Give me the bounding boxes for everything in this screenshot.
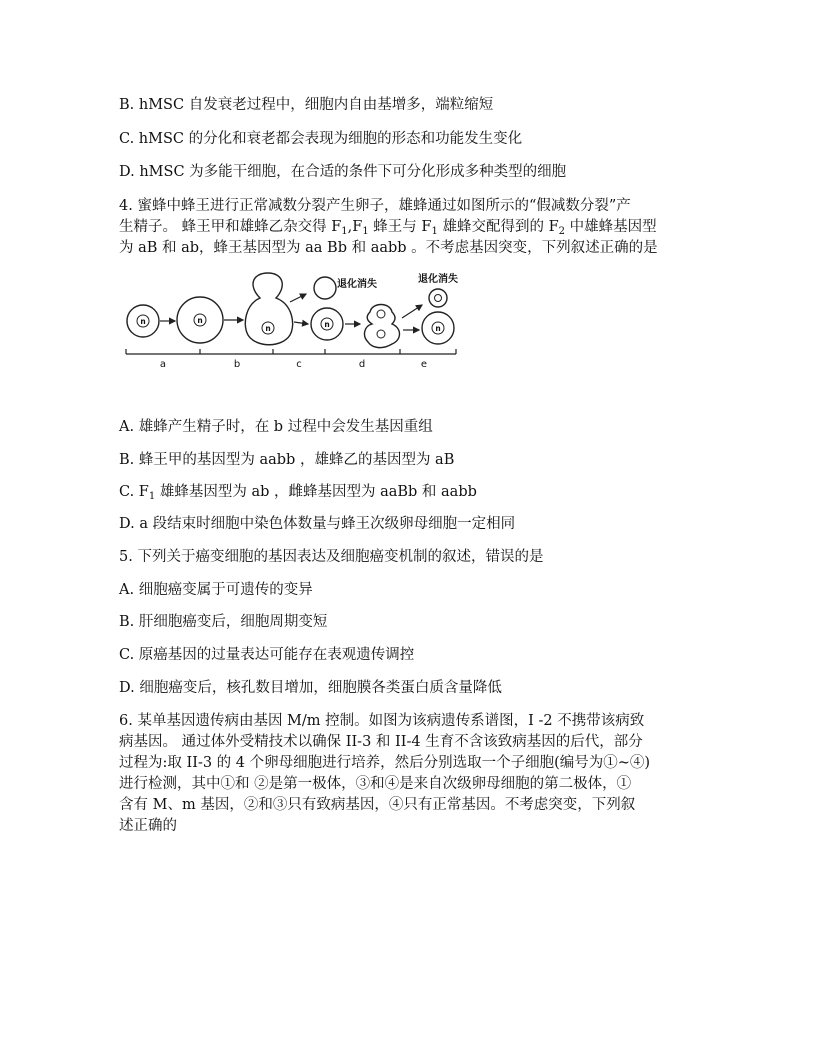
nucleus-label: n [324,320,330,329]
question-6-line-1: 6. 某单基因遗传病由基因 M/m 控制。如图为该病遗传系谱图，I -2 不携带该病致 [119,713,645,729]
q4-text: 中雄蜂基因型 [565,219,657,235]
degenerate-label-1: 退化消失 [337,279,377,290]
degenerating-cytoplasm-1 [314,277,336,299]
q4-text: 雄蜂交配得到的 F [437,219,559,235]
q4-c-subscript: 1 [148,491,156,502]
nucleus-label: n [197,316,203,325]
arrow-3b [294,322,308,324]
q4-option-a: A. 雄蜂产生精子时，在 b 过程中会发生基因重组 [119,419,433,435]
line-option-b: B. hMSC 自发衰老过程中，细胞内自由基增多，端粒缩短 [119,97,494,113]
arrow-5a [402,305,422,318]
pseudo-meiosis-diagram [120,268,480,378]
q4-subscript: 2 [558,226,566,237]
q4-subscript: 1 [341,226,348,237]
question-4-line-3: 为 aB 和 ab，蜂王基因型为 aa Bb 和 aabb 。不考虑基因突变，下列叙述正确的是 [119,240,658,256]
degenerate-label-2: 退化消失 [418,274,458,285]
q5-option-c: C. 原癌基因的过量表达可能存在表观遗传调控 [119,647,415,663]
q4-text: 蜂王与 F [368,219,432,235]
q4-subscript: 1 [431,226,438,237]
question-6-line-3: 过程为:取 II-3 的 4 个卵母细胞进行培养，然后分别选取一个子细胞(编号为①~④) [119,755,651,771]
stage-label-d: d [358,359,366,370]
degenerating-nucleus-2 [435,295,442,302]
q4-subscript: 1 [362,226,369,237]
q4-option-b: B. 蜂王甲的基因型为 aabb ，雄蜂乙的基因型为 aB [119,452,455,468]
question-6-line-4: 进行检测，其中①和 ②是第一极体，③和④是来自次级卵母细胞的第二极体，① [119,776,632,792]
nucleus-5a [377,310,385,318]
q4-text: 生精子。 蜂王甲和雄蜂乙杂交得 F [119,219,342,235]
q4-option-c [119,481,477,503]
line-option-d: D. hMSC 为多能干细胞，在合适的条件下可分化形成多种类型的细胞 [119,164,567,180]
stage-label-e: e [420,359,428,370]
cell-5-dividing [365,305,400,348]
question-4-line-2 [119,216,657,238]
question-4-line-1: 4. 蜜蜂中蜂王进行正常减数分裂产生卵子，雄蜂通过如图所示的“假减数分裂”产 [119,198,631,214]
q4-c-text: C. F [119,484,149,500]
line-option-c: C. hMSC 的分化和衰老都会表现为细胞的形态和功能发生变化 [119,131,523,147]
q5-option-d: D. 细胞癌变后，核孔数目增加，细胞膜各类蛋白质含量降低 [119,680,502,696]
q4-c-text: 雄蜂基因型为 ab ，雌蜂基因型为 aaBb 和 aabb [155,484,477,500]
arrow-3a [290,294,306,302]
nucleus-label: n [435,324,441,333]
stage-label-b: b [233,359,241,370]
question-6-line-6: 述正确的 [119,818,177,834]
nucleus-label: n [265,324,271,333]
nucleus-5b [377,330,385,338]
q4-text: ,F [347,219,363,235]
degenerating-cell-2 [429,289,447,307]
stage-label-c: c [296,359,302,370]
q5-option-a: A. 细胞癌变属于可遗传的变异 [119,582,313,598]
nucleus-label: n [140,317,146,326]
stage-label-a: a [159,359,167,370]
question-5: 5. 下列关于癌变细胞的基因表达及细胞癌变机制的叙述，错误的是 [119,549,544,565]
q4-option-d: D. a 段结束时细胞中染色体数量与蜂王次级卵母细胞一定相同 [119,516,516,532]
question-6-line-5: 含有 M、m 基因，②和③只有致病基因，④只有正常基因。不考虑突变，下列叙 [119,797,636,813]
q5-option-b: B. 肝细胞癌变后，细胞周期变短 [119,614,328,630]
question-6-line-2: 病基因。 通过体外受精技术以确保 II-3 和 II-4 生育不含该致病基因的后代，部分 [119,734,643,750]
